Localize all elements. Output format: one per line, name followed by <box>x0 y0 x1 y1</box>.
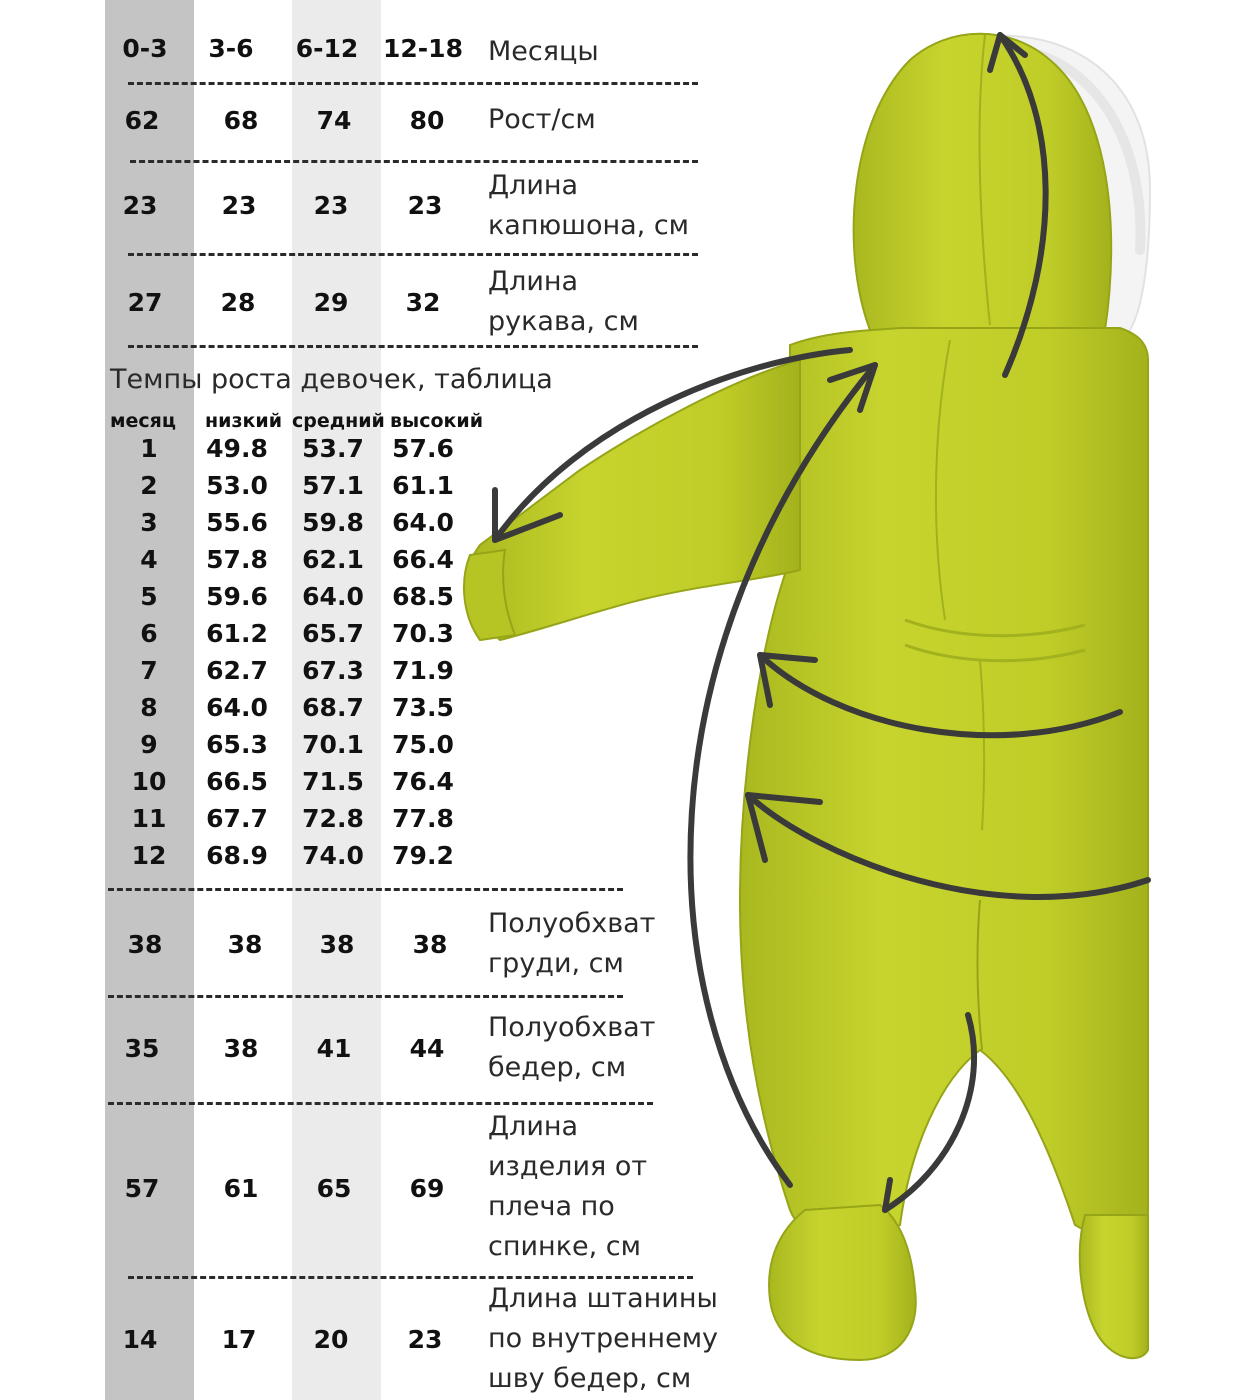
cell-sleeve-2: 29 <box>313 288 349 317</box>
growth-cell: 62.1 <box>302 545 364 574</box>
cell-months-2: 6-12 <box>295 34 359 63</box>
cell-hips-2: 41 <box>316 1034 352 1063</box>
growth-cell: 12 <box>131 841 167 870</box>
growth-cell: 4 <box>140 545 158 574</box>
growth-cell: 79.2 <box>392 841 454 870</box>
growth-cell: 57.6 <box>392 434 454 463</box>
cell-product-length-2: 65 <box>316 1174 352 1203</box>
growth-cell: 62.7 <box>206 656 268 685</box>
growth-header-month: месяц <box>110 410 176 432</box>
growth-cell: 67.3 <box>302 656 364 685</box>
cell-chest-0: 38 <box>127 930 163 959</box>
growth-cell: 67.7 <box>206 804 268 833</box>
cell-hood-1: 23 <box>221 191 257 220</box>
growth-cell: 59.8 <box>302 508 364 537</box>
label-sleeve-length: Длина рукава, см <box>488 266 639 337</box>
growth-cell: 65.7 <box>302 619 364 648</box>
growth-cell: 76.4 <box>392 767 454 796</box>
cell-sleeve-1: 28 <box>220 288 256 317</box>
cell-height-0: 62 <box>124 106 160 135</box>
label-hood-length: Длина капюшона, см <box>488 170 690 241</box>
cell-months-0: 0-3 <box>122 34 168 63</box>
cell-product-length-0: 57 <box>124 1174 160 1203</box>
growth-cell: 66.4 <box>392 545 454 574</box>
growth-cell: 5 <box>140 582 158 611</box>
cell-inseam-2: 20 <box>313 1325 349 1354</box>
growth-cell: 9 <box>140 730 158 759</box>
growth-cell: 72.8 <box>302 804 364 833</box>
label-height: Рост/см <box>488 104 596 135</box>
cell-sleeve-0: 27 <box>127 288 163 317</box>
growth-cell: 11 <box>131 804 167 833</box>
right-bootie <box>1080 1215 1148 1358</box>
cell-hood-2: 23 <box>313 191 349 220</box>
cell-hips-3: 44 <box>409 1034 445 1063</box>
growth-cell: 53.7 <box>302 434 364 463</box>
left-bootie <box>769 1205 916 1360</box>
cell-height-2: 74 <box>316 106 352 135</box>
growth-cell: 73.5 <box>392 693 454 722</box>
cell-product-length-3: 69 <box>409 1174 445 1203</box>
growth-cell: 74.0 <box>302 841 364 870</box>
growth-cell: 55.6 <box>206 508 268 537</box>
growth-cell: 2 <box>140 471 158 500</box>
growth-cell: 6 <box>140 619 158 648</box>
growth-cell: 53.0 <box>206 471 268 500</box>
growth-cell: 70.1 <box>302 730 364 759</box>
growth-header-low: низкий <box>205 410 283 432</box>
cell-hips-1: 38 <box>223 1034 259 1063</box>
label-inseam: Длина штанины по внутреннему шву бедер, см <box>488 1283 719 1394</box>
label-months: Месяцы <box>488 36 599 67</box>
growth-cell: 66.5 <box>206 767 268 796</box>
cell-inseam-3: 23 <box>407 1325 443 1354</box>
growth-cell: 1 <box>140 434 158 463</box>
cell-product-length-1: 61 <box>223 1174 259 1203</box>
growth-cell: 64.0 <box>392 508 454 537</box>
growth-cell: 71.5 <box>302 767 364 796</box>
growth-cell: 77.8 <box>392 804 454 833</box>
growth-table-title: Темпы роста девочек, таблица <box>110 364 553 395</box>
growth-cell: 65.3 <box>206 730 268 759</box>
growth-cell: 57.1 <box>302 471 364 500</box>
growth-cell: 3 <box>140 508 158 537</box>
growth-cell: 49.8 <box>206 434 268 463</box>
cell-months-3: 12-18 <box>383 34 463 63</box>
growth-header-high: высокий <box>390 410 484 432</box>
cell-chest-1: 38 <box>227 930 263 959</box>
cell-hood-3: 23 <box>407 191 443 220</box>
cell-hood-0: 23 <box>122 191 158 220</box>
growth-cell: 71.9 <box>392 656 454 685</box>
cell-chest-2: 38 <box>319 930 355 959</box>
label-chest: Полуобхват груди, см <box>488 908 656 979</box>
cell-chest-3: 38 <box>412 930 448 959</box>
left-sleeve <box>470 360 800 640</box>
cell-height-3: 80 <box>409 106 445 135</box>
growth-cell: 64.0 <box>206 693 268 722</box>
growth-cell: 57.8 <box>206 545 268 574</box>
growth-cell: 68.5 <box>392 582 454 611</box>
cell-sleeve-3: 32 <box>405 288 441 317</box>
cell-inseam-1: 17 <box>221 1325 257 1354</box>
growth-cell: 68.9 <box>206 841 268 870</box>
growth-cell: 61.1 <box>392 471 454 500</box>
cell-height-1: 68 <box>223 106 259 135</box>
growth-cell: 10 <box>131 767 167 796</box>
growth-cell: 59.6 <box>206 582 268 611</box>
growth-cell: 64.0 <box>302 582 364 611</box>
growth-cell: 75.0 <box>392 730 454 759</box>
growth-cell: 61.2 <box>206 619 268 648</box>
growth-cell: 7 <box>140 656 158 685</box>
growth-cell: 8 <box>140 693 158 722</box>
cell-hips-0: 35 <box>124 1034 160 1063</box>
label-product-length: Длина изделия от плеча по спинке, см <box>488 1111 648 1262</box>
cell-inseam-0: 14 <box>122 1325 158 1354</box>
growth-cell: 68.7 <box>302 693 364 722</box>
growth-cell: 70.3 <box>392 619 454 648</box>
label-hips: Полуобхват бедер, см <box>488 1012 656 1083</box>
growth-header-mid: средний <box>292 410 385 432</box>
cell-months-1: 3-6 <box>208 34 254 63</box>
